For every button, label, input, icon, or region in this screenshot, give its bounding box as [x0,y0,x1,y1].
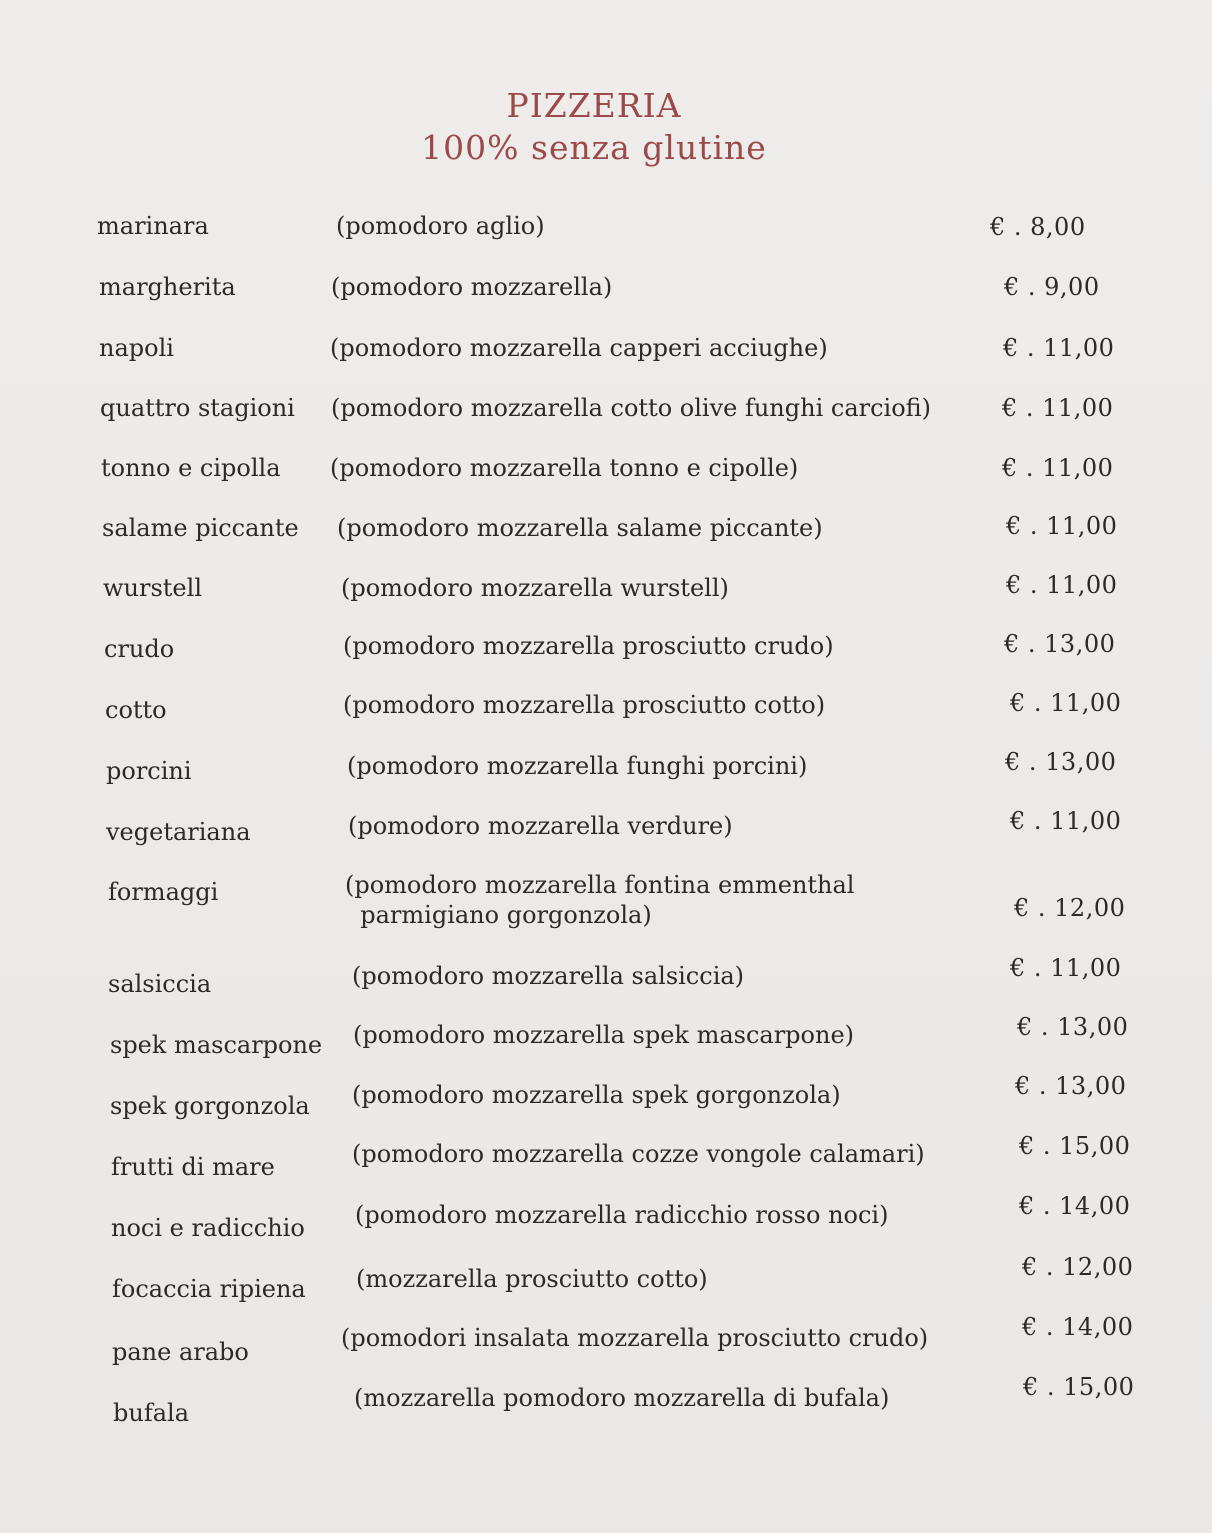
page-subtitle: 100% senza glutine [421,128,767,167]
menu-item-price: € . 11,00 [1003,334,1115,362]
menu-item-description: (pomodoro mozzarella wurstell) [341,574,729,602]
menu-item-name: crudo [104,635,175,663]
menu-item [0,1373,1212,1458]
menu-item-price: € . 13,00 [1017,1013,1129,1041]
menu-item-price: € . 13,00 [1004,630,1116,658]
menu-item [0,393,1212,453]
menu-item-price: € . 14,00 [1022,1313,1134,1341]
menu-item-description: (pomodoro mozzarella spek mascarpone) [353,1021,855,1049]
menu-item [0,807,1212,877]
menu-item-description: (pomodoro mozzarella funghi porcini) [347,752,808,780]
menu-item-price: € . 11,00 [1010,689,1122,717]
menu-item-description: (pomodoro mozzarella cotto olive funghi carciofi) [331,394,932,422]
menu-item-description: (mozzarella prosciutto cotto) [356,1265,708,1293]
page-title: PIZZERIA [506,86,682,125]
menu-item [0,573,1212,633]
menu-item [0,689,1212,755]
menu-item-description: (pomodoro mozzarella spek gorgonzola) [352,1081,841,1109]
menu-item-name: salame piccante [102,514,299,542]
menu-item-name: wurstell [103,574,202,602]
menu-item-price: € . 14,00 [1019,1192,1131,1220]
menu-item-description: (pomodoro mozzarella radicchio rosso noci) [355,1201,889,1229]
menu-item [0,211,1212,271]
menu-item-description: (pomodoro mozzarella prosciutto crudo) [343,632,834,660]
menu-item-price: € . 13,00 [1005,748,1117,776]
menu-item-price: € . 11,00 [1002,454,1114,482]
menu-item-price: € . 11,00 [1010,954,1122,982]
menu-item-price: € . 13,00 [1015,1072,1127,1100]
menu-item-description: (pomodoro aglio) [336,212,545,240]
menu-item-name: napoli [99,334,174,362]
menu-item-name: pane arabo [112,1338,249,1366]
menu-item-description: (pomodoro mozzarella salame piccante) [337,514,823,542]
menu-item-name: tonno e cipolla [101,454,281,482]
menu-item-name: cotto [105,696,167,724]
menu-item-description: (pomodoro mozzarella prosciutto cotto) [343,691,826,719]
menu-item-name: spek gorgonzola [110,1092,310,1120]
menu-item-description: (mozzarella pomodoro mozzarella di bufala) [354,1384,890,1412]
menu-item-name: bufala [113,1399,189,1427]
menu-item-description: (pomodoro mozzarella cozze vongole calamari) [352,1140,925,1168]
menu-item-name: quattro stagioni [100,394,295,422]
menu-item-name: noci e radicchio [111,1214,305,1242]
menu-item-name: marinara [97,212,209,240]
menu-item-name: margherita [99,273,236,301]
menu-item-price: € . 12,00 [1014,894,1126,922]
menu-item-name: porcini [106,757,192,785]
menu-item [0,513,1212,573]
menu-item-name: formaggi [108,878,219,906]
menu-item [0,333,1212,393]
menu-item-description: (pomodoro mozzarella salsiccia) [352,962,745,990]
menu-item [0,272,1212,332]
menu-item-price: € . 11,00 [1002,394,1114,422]
menu-item-name: salsiccia [108,970,212,998]
menu-item [0,453,1212,513]
menu-item-description: (pomodoro mozzarella tonno e cipolle) [330,454,799,482]
menu-item-name: frutti di mare [111,1153,275,1181]
menu-item [0,630,1212,694]
menu-item-name: vegetariana [106,818,251,846]
menu-item-description: (pomodoro mozzarella) [331,273,613,301]
menu-item-price: € . 15,00 [1019,1132,1131,1160]
menu-item-name: focaccia ripiena [112,1275,306,1303]
menu-item-description: (pomodori insalata mozzarella prosciutto crudo) [341,1324,929,1352]
menu-item-description: (pomodoro mozzarella verdure) [348,812,733,840]
menu-item-price: € . 11,00 [1006,571,1118,599]
menu-item-price: € . 8,00 [990,213,1086,241]
menu-item-price: € . 15,00 [1023,1373,1135,1401]
menu-item-price: € . 11,00 [1006,512,1118,540]
menu-item-price: € . 12,00 [1022,1253,1134,1281]
menu-item-description: (pomodoro mozzarella capperi acciughe) [330,334,828,362]
menu-item-price: € . 9,00 [1004,273,1100,301]
menu-item-price: € . 11,00 [1010,807,1122,835]
menu-item-name: spek mascarpone [110,1031,323,1059]
menu-item-description: (pomodoro mozzarella fontina emmenthal parmigiano gorgonzola) [345,871,855,929]
